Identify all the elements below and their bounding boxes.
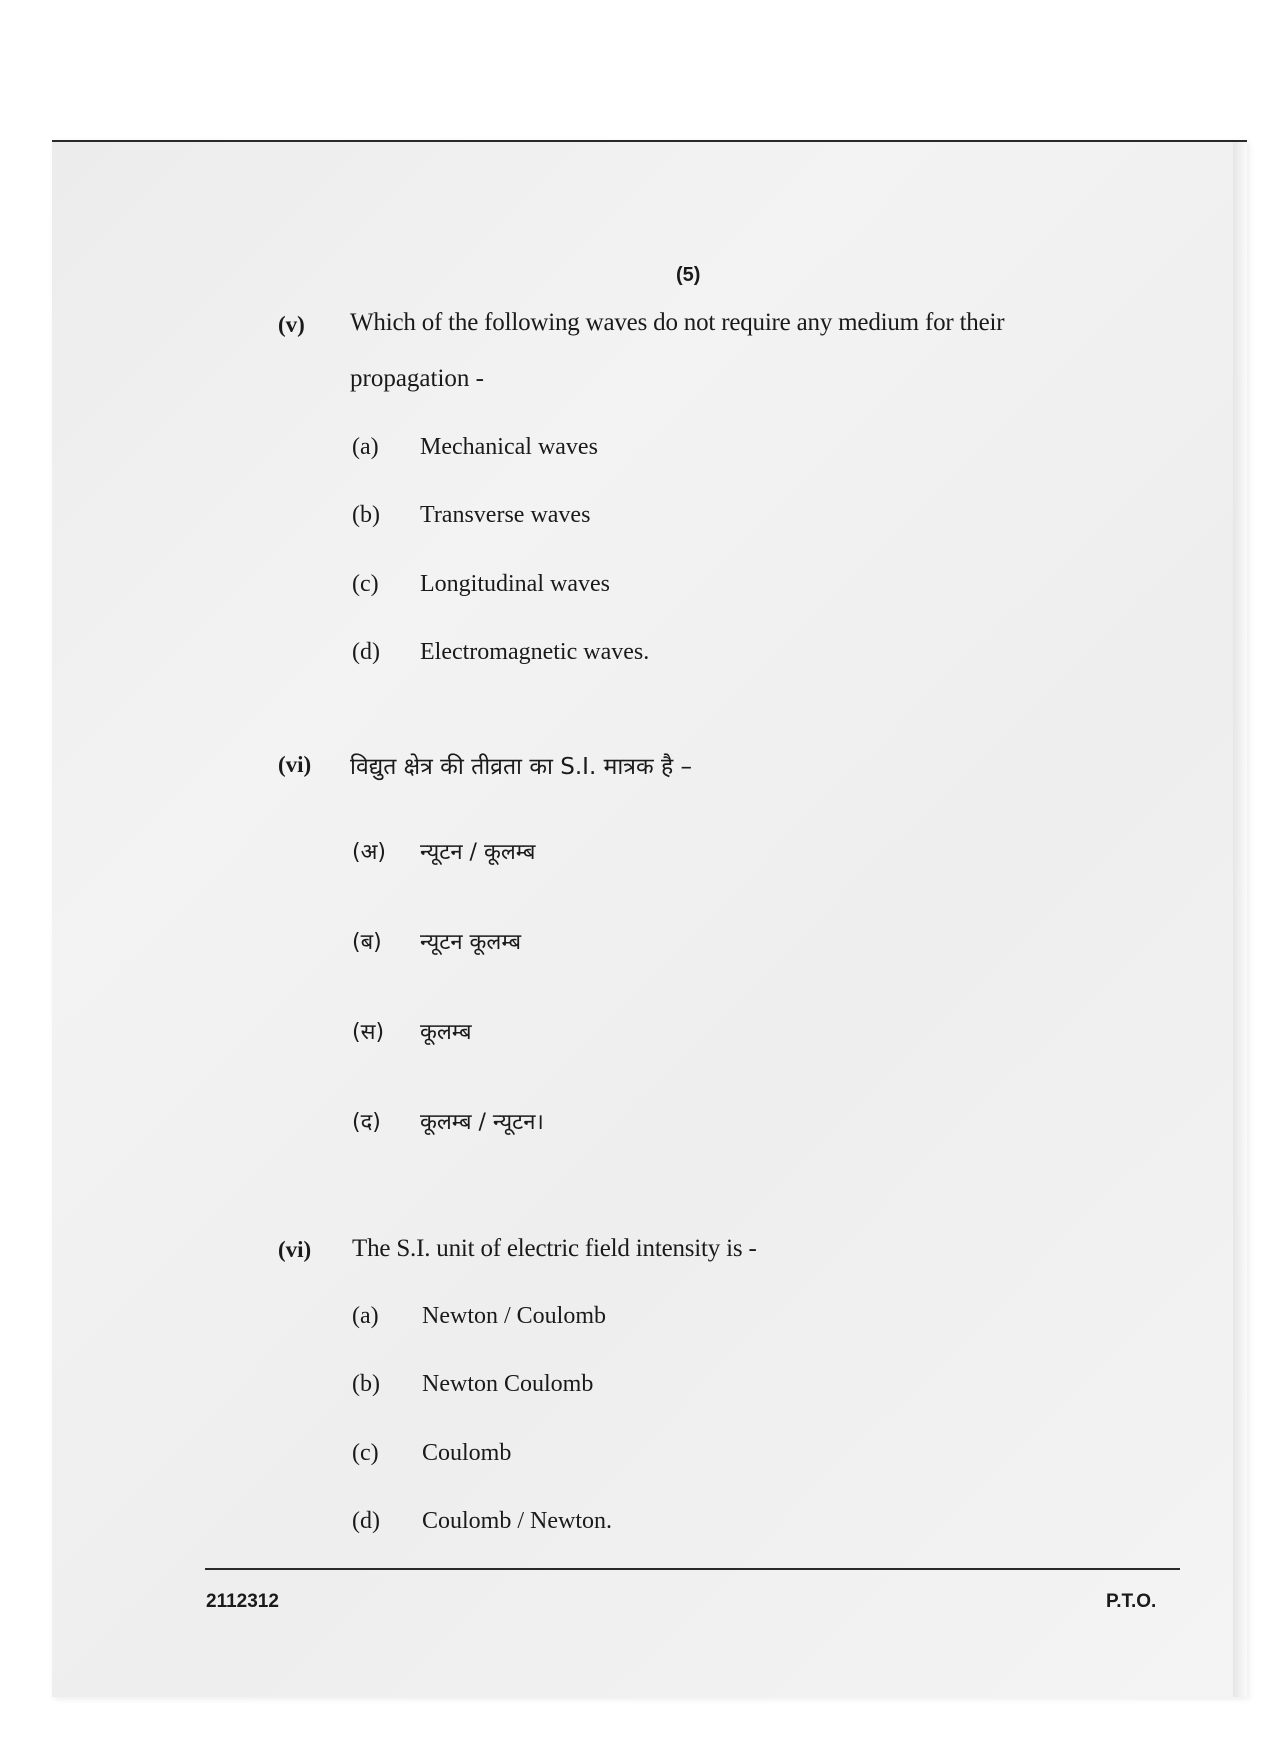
- option-label: (b): [352, 1371, 380, 1397]
- option-label: (स): [352, 1020, 385, 1045]
- option-text: Coulomb: [422, 1440, 512, 1466]
- option-label: (a): [352, 1303, 379, 1329]
- option-text: Newton Coulomb: [422, 1371, 594, 1397]
- page-number: (5): [676, 264, 701, 286]
- question-text: Which of the following waves do not require any medium for their: [350, 309, 1005, 336]
- paper-edge: [1233, 142, 1247, 1697]
- option-text: Longitudinal waves: [420, 571, 610, 597]
- footer-rule: [205, 1568, 1180, 1570]
- question-text: विद्युत क्षेत्र की तीव्रता का S.I. मात्रक है –: [350, 754, 692, 780]
- question-number: (vi): [278, 1237, 312, 1262]
- option-text: कूलम्ब / न्यूटन।: [420, 1110, 544, 1135]
- option-label: (a): [352, 434, 379, 460]
- option-label: (ब): [352, 930, 382, 955]
- exam-page: [52, 140, 1247, 1697]
- option-label: (c): [352, 571, 379, 597]
- option-text: न्यूटन / कूलम्ब: [420, 840, 536, 865]
- option-text: Mechanical waves: [420, 434, 598, 460]
- option-text: कूलम्ब: [420, 1020, 472, 1045]
- option-text: न्यूटन कूलम्ब: [420, 930, 522, 955]
- option-label: (b): [352, 502, 380, 528]
- option-label: (अ): [352, 840, 386, 865]
- option-label: (c): [352, 1440, 379, 1466]
- option-label: (द): [352, 1110, 381, 1135]
- paper-code: 2112312: [206, 1591, 279, 1612]
- option-label: (d): [352, 639, 380, 665]
- question-text-continued: propagation -: [350, 365, 484, 392]
- question-number: (v): [278, 312, 305, 337]
- option-text: Coulomb / Newton.: [422, 1508, 612, 1534]
- option-text: Newton / Coulomb: [422, 1303, 606, 1329]
- question-text: The S.I. unit of electric field intensity is -: [352, 1235, 757, 1262]
- option-label: (d): [352, 1508, 380, 1534]
- option-text: Transverse waves: [420, 502, 591, 528]
- pto-label: P.T.O.: [1106, 1591, 1157, 1612]
- option-text: Electromagnetic waves.: [420, 639, 650, 665]
- question-number: (vi): [278, 752, 312, 777]
